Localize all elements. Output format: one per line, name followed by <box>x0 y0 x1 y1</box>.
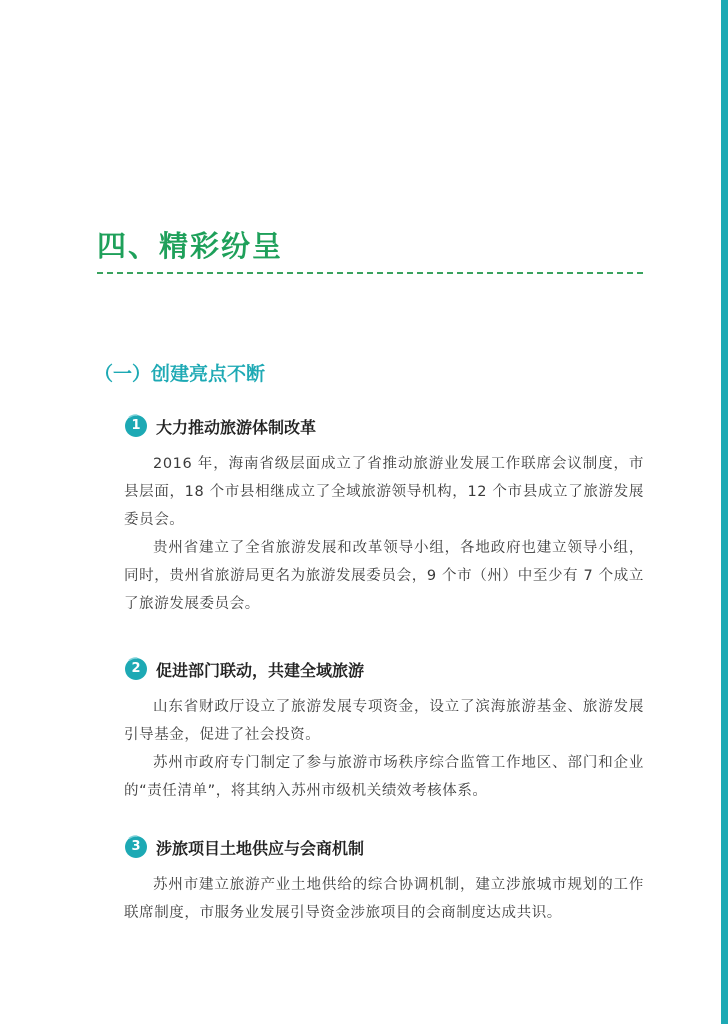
chapter-divider <box>97 272 643 274</box>
item-title: 涉旅项目土地供应与会商机制 <box>156 838 365 858</box>
paragraph: 2016 年，海南省级层面成立了省推动旅游业发展工作联席会议制度，市县层面，18 个市县相继成立了全域旅游领导机构，12 个市县成立了旅游发展委员会。 <box>124 456 644 528</box>
item-number: 3 <box>131 839 141 854</box>
list-item <box>124 833 644 927</box>
circled-number-icon <box>124 657 148 681</box>
paragraph: 苏州市建立旅游产业土地供给的综合协调机制，建立涉旅城市规划的工作联席制度，市服务业发展引导资金涉旅项目的会商制度达成共识。 <box>124 877 644 921</box>
page-edge-stripe <box>721 0 728 1024</box>
circled-number-icon <box>124 835 148 859</box>
item-title: 大力推动旅游体制改革 <box>156 417 317 437</box>
list-item <box>124 655 644 805</box>
chapter-title: 四、精彩纷呈 <box>97 229 284 263</box>
paragraph: 苏州市政府专门制定了参与旅游市场秩序综合监管工作地区、部门和企业的“责任清单”，将其纳入苏州市级机关绩效考核体系。 <box>124 755 644 799</box>
item-heading <box>124 412 644 440</box>
paragraph: 贵州省建立了全省旅游发展和改革领导小组，各地政府也建立领导小组，同时，贵州省旅游局更名为旅游发展委员会，9 个市（州）中至少有 7 个成立了旅游发展委员会。 <box>124 540 644 612</box>
paragraph: 山东省财政厅设立了旅游发展专项资金，设立了滨海旅游基金、旅游发展引导基金，促进了社会投资。 <box>124 699 644 743</box>
list-item <box>124 412 644 618</box>
item-title: 促进部门联动，共建全域旅游 <box>156 660 365 680</box>
section-title: （一）创建亮点不断 <box>94 363 266 385</box>
item-number: 1 <box>131 418 141 433</box>
item-number: 2 <box>131 661 141 676</box>
item-heading <box>124 655 644 683</box>
item-heading <box>124 833 644 861</box>
circled-number-icon <box>124 414 148 438</box>
